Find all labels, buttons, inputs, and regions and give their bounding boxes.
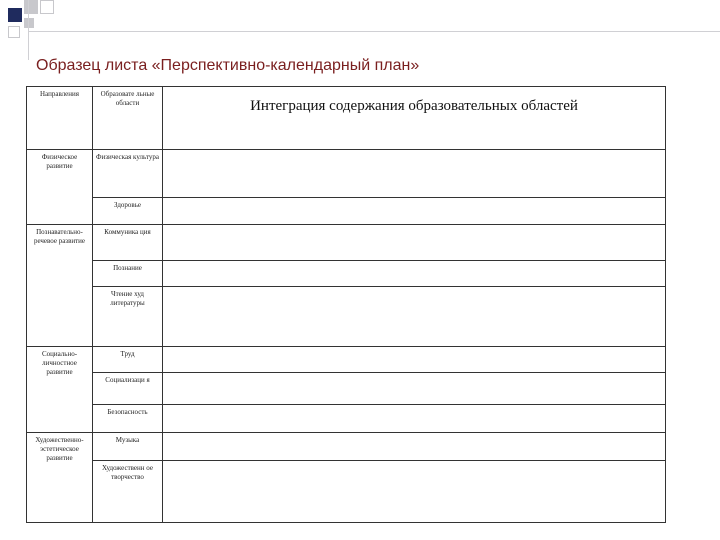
integration-cell[interactable] [163, 261, 666, 287]
slide-title: Образец листа «Перспективно-календарный план» [36, 57, 420, 74]
table-row [27, 225, 666, 261]
direction-cell: Художественно-эстетическое развитие [27, 433, 93, 523]
integration-cell[interactable] [163, 433, 666, 461]
table-row [27, 405, 666, 433]
table-row [27, 347, 666, 373]
decor-square-dark [8, 8, 22, 22]
header-areas: Образовате льные области [93, 87, 163, 150]
direction-cell: Познавательно-речевое развитие [27, 225, 93, 347]
table-row [27, 287, 666, 347]
area-cell: Социализаци я [93, 373, 163, 405]
header-directions: Направления [27, 87, 93, 150]
integration-cell[interactable] [163, 225, 666, 261]
direction-cell: Физическое развитие [27, 150, 93, 225]
area-cell: Художественн ое творчество [93, 461, 163, 523]
table-row [27, 261, 666, 287]
integration-cell[interactable] [163, 405, 666, 433]
area-cell: Безопасность [93, 405, 163, 433]
integration-cell[interactable] [163, 287, 666, 347]
area-cell: Труд [93, 347, 163, 373]
integration-cell[interactable] [163, 461, 666, 523]
integration-cell[interactable] [163, 150, 666, 198]
direction-cell: Социально-личностное развитие [27, 347, 93, 433]
table-row [27, 433, 666, 461]
area-cell: Чтение худ литературы [93, 287, 163, 347]
area-cell: Музыка [93, 433, 163, 461]
decor-square-outline-small [8, 26, 20, 38]
table-row [27, 461, 666, 523]
decor-square-gray [24, 0, 38, 14]
header-integration: Интеграция содержания образовательных областей [163, 87, 666, 150]
area-cell: Физическая культура [93, 150, 163, 198]
integration-cell[interactable] [163, 347, 666, 373]
decor-square-outline [40, 0, 54, 14]
area-cell: Познание [93, 261, 163, 287]
integration-cell[interactable] [163, 198, 666, 225]
area-cell: Здоровье [93, 198, 163, 225]
header-rule [28, 31, 720, 32]
integration-cell[interactable] [163, 373, 666, 405]
area-cell: Коммуника ция [93, 225, 163, 261]
table-header-row [27, 87, 666, 150]
table-row [27, 198, 666, 225]
table-row [27, 373, 666, 405]
header-vertical-rule [28, 0, 29, 60]
decor-square-gray-small [24, 18, 34, 28]
table-row [27, 150, 666, 198]
plan-table [26, 86, 666, 523]
